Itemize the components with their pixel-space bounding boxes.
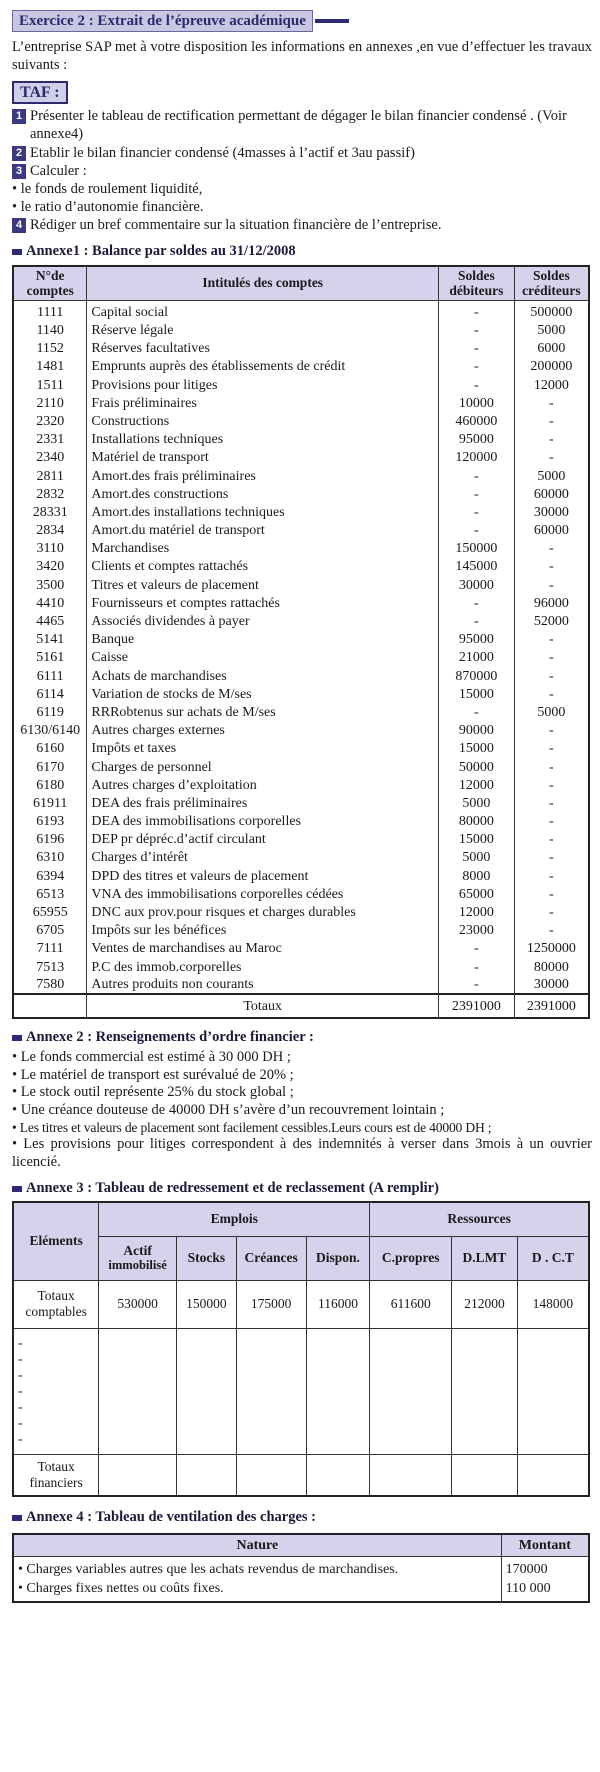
balance-row — [13, 431, 589, 449]
account-number: 6180 — [13, 776, 87, 794]
account-number: 2832 — [13, 485, 87, 503]
balance-body — [13, 301, 589, 995]
debit-balance: 21000 — [438, 649, 514, 667]
account-number: 6513 — [13, 885, 87, 903]
blank-dash-lines: - - - - - - - — [13, 1328, 99, 1454]
credit-balance: - — [514, 813, 589, 831]
row-label-financiers: Totaux financiers — [13, 1454, 99, 1496]
balance-row — [13, 540, 589, 558]
t3-blank-row — [13, 1328, 589, 1454]
account-name: Impôts sur les bénéfices — [87, 922, 439, 940]
account-name: Associés dividendes à payer — [87, 612, 439, 630]
credit-balance: - — [514, 722, 589, 740]
charge-amount: 170000 — [501, 1556, 589, 1579]
debit-balance: - — [438, 703, 514, 721]
account-name: Autres produits non courants — [87, 976, 439, 994]
balance-row — [13, 358, 589, 376]
annex2-title: Annexe 2 : Renseignements d’ordre financier : — [26, 1029, 314, 1046]
account-name: Réserves facultatives — [87, 340, 439, 358]
balance-row — [13, 394, 589, 412]
balance-table — [12, 265, 590, 1020]
blank-cell — [99, 1454, 177, 1496]
account-name: Clients et comptes rattachés — [87, 558, 439, 576]
account-name: Charges d’intérêt — [87, 849, 439, 867]
totals-blank — [13, 994, 87, 1018]
annex1-heading — [12, 243, 592, 261]
annex2-item: • Le fonds commercial est estimé à 30 000 DH ; — [12, 1049, 291, 1066]
account-name: DPD des titres et valeurs de placement — [87, 867, 439, 885]
account-name: Banque — [87, 631, 439, 649]
annex3-heading — [12, 1180, 592, 1198]
credit-balance: 60000 — [514, 485, 589, 503]
taf-item-text: Présenter le tableau de rectification permettant de dégager le bilan financier condensé . (Voir annexe4) — [30, 108, 567, 142]
balance-row — [13, 758, 589, 776]
credit-balance: - — [514, 758, 589, 776]
calc-item: • le fonds de roulement liquidité, — [12, 180, 203, 197]
balance-row — [13, 976, 589, 994]
balance-row — [13, 831, 589, 849]
taf-item — [12, 163, 592, 181]
credit-balance: 30000 — [514, 976, 589, 994]
balance-row — [13, 740, 589, 758]
taf-item — [12, 145, 592, 163]
account-name: DNC aux prov.pour risques et charges durables — [87, 903, 439, 921]
account-number: 7580 — [13, 976, 87, 994]
taf-item — [12, 217, 592, 235]
charge-nature: • Charges fixes nettes ou coûts fixes. — [13, 1579, 501, 1602]
debit-balance: 5000 — [438, 794, 514, 812]
credit-balance: 500000 — [514, 301, 589, 322]
account-name: P.C des immob.corporelles — [87, 958, 439, 976]
account-number: 1481 — [13, 358, 87, 376]
debit-balance: 120000 — [438, 449, 514, 467]
account-number: 3500 — [13, 576, 87, 594]
account-number: 61911 — [13, 794, 87, 812]
account-number: 6310 — [13, 849, 87, 867]
debit-balance: 30000 — [438, 576, 514, 594]
blank-cell — [452, 1328, 518, 1454]
account-number: 2834 — [13, 522, 87, 540]
debit-balance: - — [438, 376, 514, 394]
taf-item-text: Etablir le bilan financier condensé (4masses à l’actif et 3au passif) — [30, 144, 415, 161]
charge-amount: 110 000 — [501, 1579, 589, 1602]
credit-balance: 96000 — [514, 594, 589, 612]
account-name: RRRobtenus sur achats de M/ses — [87, 703, 439, 721]
debit-balance: 15000 — [438, 831, 514, 849]
account-number: 5161 — [13, 649, 87, 667]
account-name: Amort.des frais préliminaires — [87, 467, 439, 485]
debit-balance: 145000 — [438, 558, 514, 576]
section-bullet-icon — [12, 1035, 22, 1041]
account-number: 7513 — [13, 958, 87, 976]
credit-balance: - — [514, 558, 589, 576]
account-number: 6160 — [13, 740, 87, 758]
debit-balance: 95000 — [438, 431, 514, 449]
annex1-title: Annexe1 : Balance par soldes au 31/12/2008 — [26, 243, 296, 259]
header-account-name: Intitulés des comptes — [87, 266, 439, 301]
credit-balance: - — [514, 649, 589, 667]
debit-balance: - — [438, 958, 514, 976]
account-number: 2340 — [13, 449, 87, 467]
balance-totals-row — [13, 994, 589, 1018]
account-number: 1152 — [13, 340, 87, 358]
annex4-heading — [12, 1509, 592, 1527]
credit-balance: - — [514, 631, 589, 649]
credit-balance: - — [514, 849, 589, 867]
debit-balance: 150000 — [438, 540, 514, 558]
balance-row — [13, 467, 589, 485]
balance-row — [13, 813, 589, 831]
debit-balance: 460000 — [438, 412, 514, 430]
balance-row — [13, 576, 589, 594]
balance-row — [13, 503, 589, 521]
row-label-comptables: Totaux comptables — [13, 1280, 99, 1328]
credit-balance: - — [514, 667, 589, 685]
annex4-title: Annexe 4 : Tableau de ventilation des charges : — [26, 1509, 317, 1526]
balance-row — [13, 903, 589, 921]
title-rule — [315, 19, 349, 23]
balance-row — [13, 301, 589, 322]
balance-row — [13, 485, 589, 503]
credit-balance: - — [514, 576, 589, 594]
value-creances: 175000 — [236, 1280, 306, 1328]
account-number: 1140 — [13, 321, 87, 339]
header-actif-immobilise: Actif immobilisé — [99, 1236, 177, 1280]
balance-row — [13, 340, 589, 358]
account-name: Amort.des constructions — [87, 485, 439, 503]
credit-balance: - — [514, 431, 589, 449]
taf-item-text: Calculer : — [30, 163, 87, 180]
blank-cell — [306, 1454, 370, 1496]
header-dct: D . C.T — [517, 1236, 589, 1280]
account-name: Marchandises — [87, 540, 439, 558]
value-dispon: 116000 — [306, 1280, 370, 1328]
blank-cell — [176, 1454, 236, 1496]
account-name: Matériel de transport — [87, 449, 439, 467]
balance-row — [13, 685, 589, 703]
account-name: Réserve légale — [87, 321, 439, 339]
credit-balance: 52000 — [514, 612, 589, 630]
credit-balance: 12000 — [514, 376, 589, 394]
credit-balance: 5000 — [514, 467, 589, 485]
account-number: 6130/6140 — [13, 722, 87, 740]
balance-row — [13, 376, 589, 394]
balance-row — [13, 922, 589, 940]
t4-row — [13, 1579, 589, 1602]
t3-header-row — [13, 1236, 589, 1280]
credit-balance: - — [514, 794, 589, 812]
blank-cell — [236, 1328, 306, 1454]
account-number: 2110 — [13, 394, 87, 412]
intro-text: L’entreprise SAP met à votre disposition les informations en annexes ,en vue d’effectuer les travaux suivants : — [12, 39, 592, 73]
credit-balance: - — [514, 922, 589, 940]
debit-balance: 870000 — [438, 667, 514, 685]
account-number: 1111 — [13, 301, 87, 322]
balance-header-row — [13, 266, 589, 301]
balance-row — [13, 594, 589, 612]
balance-row — [13, 885, 589, 903]
value-stocks: 150000 — [176, 1280, 236, 1328]
annex2-item: • Les provisions pour litiges correspondent à des indemnités à verser dans 3mois à un ouvrier licencié. — [12, 1136, 592, 1171]
account-name: Amort.des installations techniques — [87, 503, 439, 521]
credit-balance: - — [514, 412, 589, 430]
annex2-item: • Le matériel de transport est surévalué de 20% ; — [12, 1066, 294, 1083]
totals-credit: 2391000 — [514, 994, 589, 1018]
balance-row — [13, 703, 589, 721]
debit-balance: 50000 — [438, 758, 514, 776]
account-name: Caisse — [87, 649, 439, 667]
credit-balance: - — [514, 685, 589, 703]
section-bullet-icon — [12, 1515, 22, 1521]
calc-item: • le ratio d’autonomie financière. — [12, 198, 204, 215]
account-number: 6196 — [13, 831, 87, 849]
account-name: Fournisseurs et comptes rattachés — [87, 594, 439, 612]
header-emplois: Emplois — [99, 1202, 370, 1236]
debit-balance: - — [438, 358, 514, 376]
account-number: 6705 — [13, 922, 87, 940]
account-name: Ventes de marchandises au Maroc — [87, 940, 439, 958]
section-bullet-icon — [12, 1186, 22, 1192]
account-name: Autres charges d’exploitation — [87, 776, 439, 794]
balance-row — [13, 522, 589, 540]
blank-cell — [236, 1454, 306, 1496]
account-name: Achats de marchandises — [87, 667, 439, 685]
account-number: 2320 — [13, 412, 87, 430]
debit-balance: 65000 — [438, 885, 514, 903]
account-number: 6114 — [13, 685, 87, 703]
annex2-list — [12, 1049, 592, 1172]
credit-balance: - — [514, 903, 589, 921]
charge-nature: • Charges variables autres que les achats revendus de marchandises. — [13, 1556, 501, 1579]
credit-balance: - — [514, 394, 589, 412]
blank-cell — [517, 1328, 589, 1454]
value-actif-immobilise: 530000 — [99, 1280, 177, 1328]
credit-balance: 5000 — [514, 321, 589, 339]
account-number: 6170 — [13, 758, 87, 776]
balance-row — [13, 631, 589, 649]
taf-item-text: Rédiger un bref commentaire sur la situation financière de l’entreprise. — [30, 217, 442, 234]
account-name: Amort.du matériel de transport — [87, 522, 439, 540]
credit-balance: - — [514, 740, 589, 758]
debit-balance: 95000 — [438, 631, 514, 649]
header-credit: Soldes créditeurs — [514, 266, 589, 301]
rectification-table — [12, 1201, 590, 1497]
account-name: Constructions — [87, 412, 439, 430]
account-name: Charges de personnel — [87, 758, 439, 776]
credit-balance: - — [514, 540, 589, 558]
account-name: Impôts et taxes — [87, 740, 439, 758]
debit-balance: - — [438, 467, 514, 485]
credit-balance: - — [514, 867, 589, 885]
number-badge: 2 — [12, 146, 26, 161]
debit-balance: - — [438, 976, 514, 994]
account-number: 65955 — [13, 903, 87, 921]
debit-balance: 8000 — [438, 867, 514, 885]
t3-financiers-row — [13, 1454, 589, 1496]
credit-balance: - — [514, 885, 589, 903]
debit-balance: 10000 — [438, 394, 514, 412]
balance-row — [13, 449, 589, 467]
debit-balance: - — [438, 503, 514, 521]
section-bullet-icon — [12, 249, 22, 255]
credit-balance: - — [514, 449, 589, 467]
charges-table — [12, 1533, 590, 1603]
account-name: Titres et valeurs de placement — [87, 576, 439, 594]
number-badge: 3 — [12, 164, 26, 179]
header-creances: Créances — [236, 1236, 306, 1280]
credit-balance: 30000 — [514, 503, 589, 521]
balance-row — [13, 940, 589, 958]
balance-row — [13, 849, 589, 867]
taf-label: TAF : — [12, 81, 68, 105]
totals-debit: 2391000 — [438, 994, 514, 1018]
header-cpropres: C.propres — [370, 1236, 452, 1280]
blank-cell — [99, 1328, 177, 1454]
balance-row — [13, 667, 589, 685]
account-number: 7111 — [13, 940, 87, 958]
credit-balance: 60000 — [514, 522, 589, 540]
credit-balance: 80000 — [514, 958, 589, 976]
value-dct: 148000 — [517, 1280, 589, 1328]
t3-comptables-row — [13, 1280, 589, 1328]
annex2-heading — [12, 1029, 592, 1047]
account-number: 6193 — [13, 813, 87, 831]
header-montant: Montant — [501, 1534, 589, 1556]
annex3-title: Annexe 3 : Tableau de redressement et de reclassement (A remplir) — [26, 1179, 439, 1196]
account-number: 6119 — [13, 703, 87, 721]
t3-group-header-row — [13, 1202, 589, 1236]
debit-balance: 23000 — [438, 922, 514, 940]
annex2-item: • Une créance douteuse de 40000 DH s’avère d’un recouvrement lointain ; — [12, 1102, 445, 1119]
header-debit: Soldes débiteurs — [438, 266, 514, 301]
balance-row — [13, 412, 589, 430]
account-name: DEA des immobilisations corporelles — [87, 813, 439, 831]
account-number: 4410 — [13, 594, 87, 612]
account-name: Provisions pour litiges — [87, 376, 439, 394]
account-name: Installations techniques — [87, 431, 439, 449]
balance-row — [13, 321, 589, 339]
account-number: 6394 — [13, 867, 87, 885]
balance-row — [13, 612, 589, 630]
credit-balance: - — [514, 831, 589, 849]
credit-balance: 5000 — [514, 703, 589, 721]
annex2-item: • Les titres et valeurs de placement sont facilement cessibles.Leurs cours est de 40000 DH ; — [12, 1119, 492, 1135]
credit-balance: 6000 — [514, 340, 589, 358]
blank-cell — [370, 1328, 452, 1454]
account-name: Autres charges externes — [87, 722, 439, 740]
balance-row — [13, 558, 589, 576]
debit-balance: - — [438, 594, 514, 612]
header-elements: Eléments — [13, 1202, 99, 1280]
balance-row — [13, 958, 589, 976]
account-number: 3420 — [13, 558, 87, 576]
header-nature: Nature — [13, 1534, 501, 1556]
balance-row — [13, 722, 589, 740]
debit-balance: - — [438, 522, 514, 540]
blank-cell — [517, 1454, 589, 1496]
account-number: 3110 — [13, 540, 87, 558]
account-name: DEA des frais préliminaires — [87, 794, 439, 812]
debit-balance: - — [438, 301, 514, 322]
number-badge: 4 — [12, 218, 26, 233]
debit-balance: - — [438, 321, 514, 339]
annex2-item: • Le stock outil représente 25% du stock global ; — [12, 1084, 294, 1101]
account-name: Frais préliminaires — [87, 394, 439, 412]
blank-cell — [370, 1454, 452, 1496]
header-dispon: Dispon. — [306, 1236, 370, 1280]
taf-item — [12, 108, 592, 143]
blank-cell — [306, 1328, 370, 1454]
header-dlmt: D.LMT — [452, 1236, 518, 1280]
credit-balance: 200000 — [514, 358, 589, 376]
account-name: DEP pr dépréc.d’actif circulant — [87, 831, 439, 849]
balance-row — [13, 867, 589, 885]
header-account-number: N°de comptes — [13, 266, 87, 301]
blank-cell — [176, 1328, 236, 1454]
totals-label: Totaux — [87, 994, 439, 1018]
debit-balance: 12000 — [438, 903, 514, 921]
account-number: 4465 — [13, 612, 87, 630]
balance-row — [13, 794, 589, 812]
debit-balance: - — [438, 940, 514, 958]
exercise-title: Exercice 2 : Extrait de l’épreuve académique — [12, 10, 313, 32]
account-name: VNA des immobilisations corporelles cédées — [87, 885, 439, 903]
balance-row — [13, 649, 589, 667]
account-number: 2331 — [13, 431, 87, 449]
credit-balance: - — [514, 776, 589, 794]
taf-list — [12, 108, 592, 235]
debit-balance: - — [438, 485, 514, 503]
account-number: 6111 — [13, 667, 87, 685]
credit-balance: 1250000 — [514, 940, 589, 958]
t4-row — [13, 1556, 589, 1579]
account-number: 28331 — [13, 503, 87, 521]
exercise-header — [12, 10, 592, 32]
value-cpropres: 611600 — [370, 1280, 452, 1328]
account-name: Variation de stocks de M/ses — [87, 685, 439, 703]
account-number: 5141 — [13, 631, 87, 649]
debit-balance: 15000 — [438, 685, 514, 703]
account-name: Capital social — [87, 301, 439, 322]
debit-balance: - — [438, 612, 514, 630]
number-badge: 1 — [12, 109, 26, 124]
debit-balance: - — [438, 340, 514, 358]
account-number: 1511 — [13, 376, 87, 394]
header-ressources: Ressources — [370, 1202, 589, 1236]
debit-balance: 80000 — [438, 813, 514, 831]
debit-balance: 90000 — [438, 722, 514, 740]
account-number: 2811 — [13, 467, 87, 485]
value-dlmt: 212000 — [452, 1280, 518, 1328]
t4-header-row — [13, 1534, 589, 1556]
debit-balance: 12000 — [438, 776, 514, 794]
blank-cell — [452, 1454, 518, 1496]
balance-row — [13, 776, 589, 794]
account-name: Emprunts auprès des établissements de crédit — [87, 358, 439, 376]
debit-balance: 15000 — [438, 740, 514, 758]
debit-balance: 5000 — [438, 849, 514, 867]
header-stocks: Stocks — [176, 1236, 236, 1280]
